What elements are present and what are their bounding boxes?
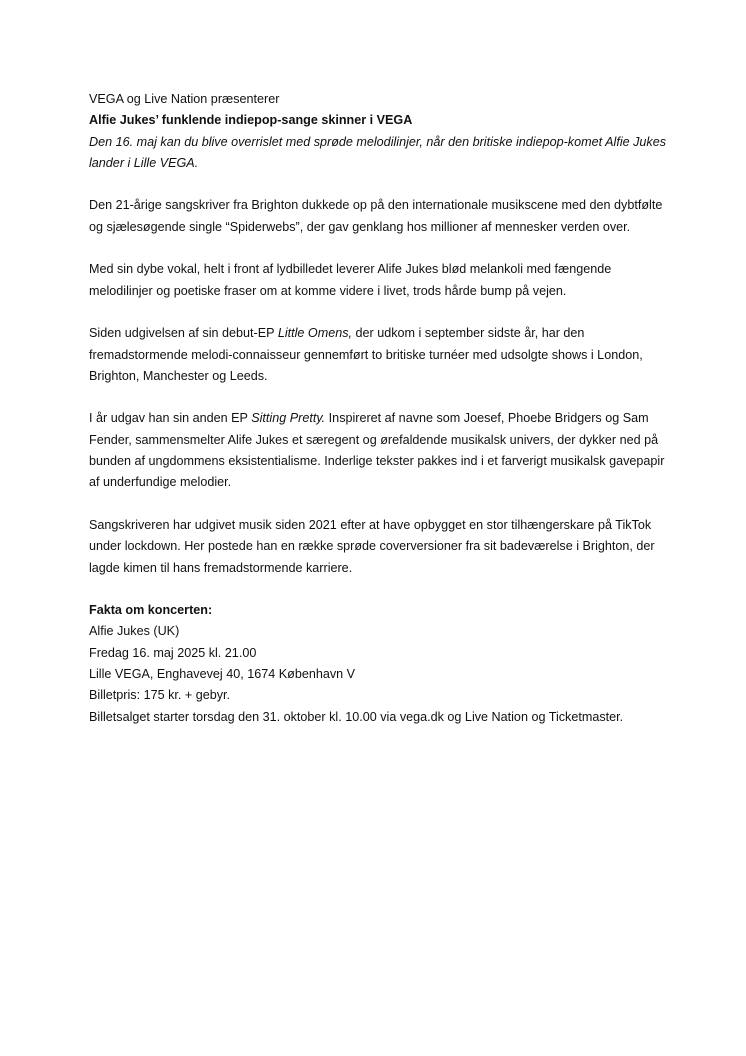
spacer xyxy=(89,238,669,259)
spacer xyxy=(89,494,669,515)
spacer xyxy=(89,174,669,195)
facts-heading: Fakta om koncerten: xyxy=(89,603,213,618)
headline: Alfie Jukes’ funklende indiepop-sange skinner i VEGA xyxy=(89,113,413,128)
facts-artist: Alfie Jukes (UK) xyxy=(89,624,180,639)
paragraph-vocal: Med sin dybe vokal, helt i front af lydbilledet leverer Alife Jukes blød melankoli med fængende melodilinjer og poetiske fraser om at komme videre i livet, trods hårde bump på vejen. xyxy=(89,262,612,298)
paragraph-second-ep-text-2: Inspireret af navne som Joesef, Phoebe Bridgers og Sam Fender, sammensmelter Alife Jukes et særegent og ørefaldende musikalsk univers, der dykker ned på bunden af ungdommens eksistentialisme. Inderlige tekster pakkes ind i et farverigt musikalsk gavepapir af underfundige melodier. xyxy=(89,411,665,490)
paragraph-debut-ep xyxy=(89,323,669,387)
presenter-line: VEGA og Live Nation præsenterer xyxy=(89,92,280,106)
lead-paragraph: Den 16. maj kan du blive overrislet med sprøde melodilinjer, når den britiske indiepop-komet Alfie Jukes lander i Lille VEGA. xyxy=(89,134,667,170)
facts-venue: Lille VEGA, Enghavevej 40, 1674 København V xyxy=(89,667,356,682)
facts-date: Fredag 16. maj 2025 kl. 21.00 xyxy=(89,645,257,660)
ep-title-little-omens: Little Omens, xyxy=(277,326,353,341)
ep-title-sitting-pretty: Sitting Pretty. xyxy=(251,411,326,426)
facts-price: Billetpris: 175 kr. + gebyr. xyxy=(89,688,231,703)
paragraph-second-ep-text-1: I år udgav han sin anden EP xyxy=(89,411,252,426)
paragraph-second-ep xyxy=(89,408,669,493)
spacer xyxy=(89,302,669,323)
spacer xyxy=(89,387,669,408)
facts-ticket-sale: Billetsalget starter torsdag den 31. oktober kl. 10.00 via vega.dk og Live Nation og Ticketmaster. xyxy=(89,709,624,724)
press-release-body xyxy=(89,89,669,728)
spacer xyxy=(89,579,669,600)
paragraph-debut-ep-text-1: Siden udgivelsen af sin debut-EP xyxy=(89,326,278,341)
paragraph-tiktok: Sangskriveren har udgivet musik siden 2021 efter at have opbygget en stor tilhængerskare på TikTok under lockdown. Her postede han en række sprøde coverversioner fra sit badeværelse i Brighton, der lagde kimen til hans fremadstormende karriere. xyxy=(89,517,655,575)
paragraph-debut-ep-text-2: der udkom i september sidste år, har den fremadstormende melodi-connaisseur gennemført to britiske turnéer med udsolgte shows i London, Brighton, Manchester og Leeds. xyxy=(89,326,643,383)
paragraph-spiderwebs: Den 21-årige sangskriver fra Brighton dukkede op på den internationale musikscene med den dybtfølte og sjælesøgende single “Spiderwebs”, der gav genklang hos millioner af mennesker verden over. xyxy=(89,198,663,234)
